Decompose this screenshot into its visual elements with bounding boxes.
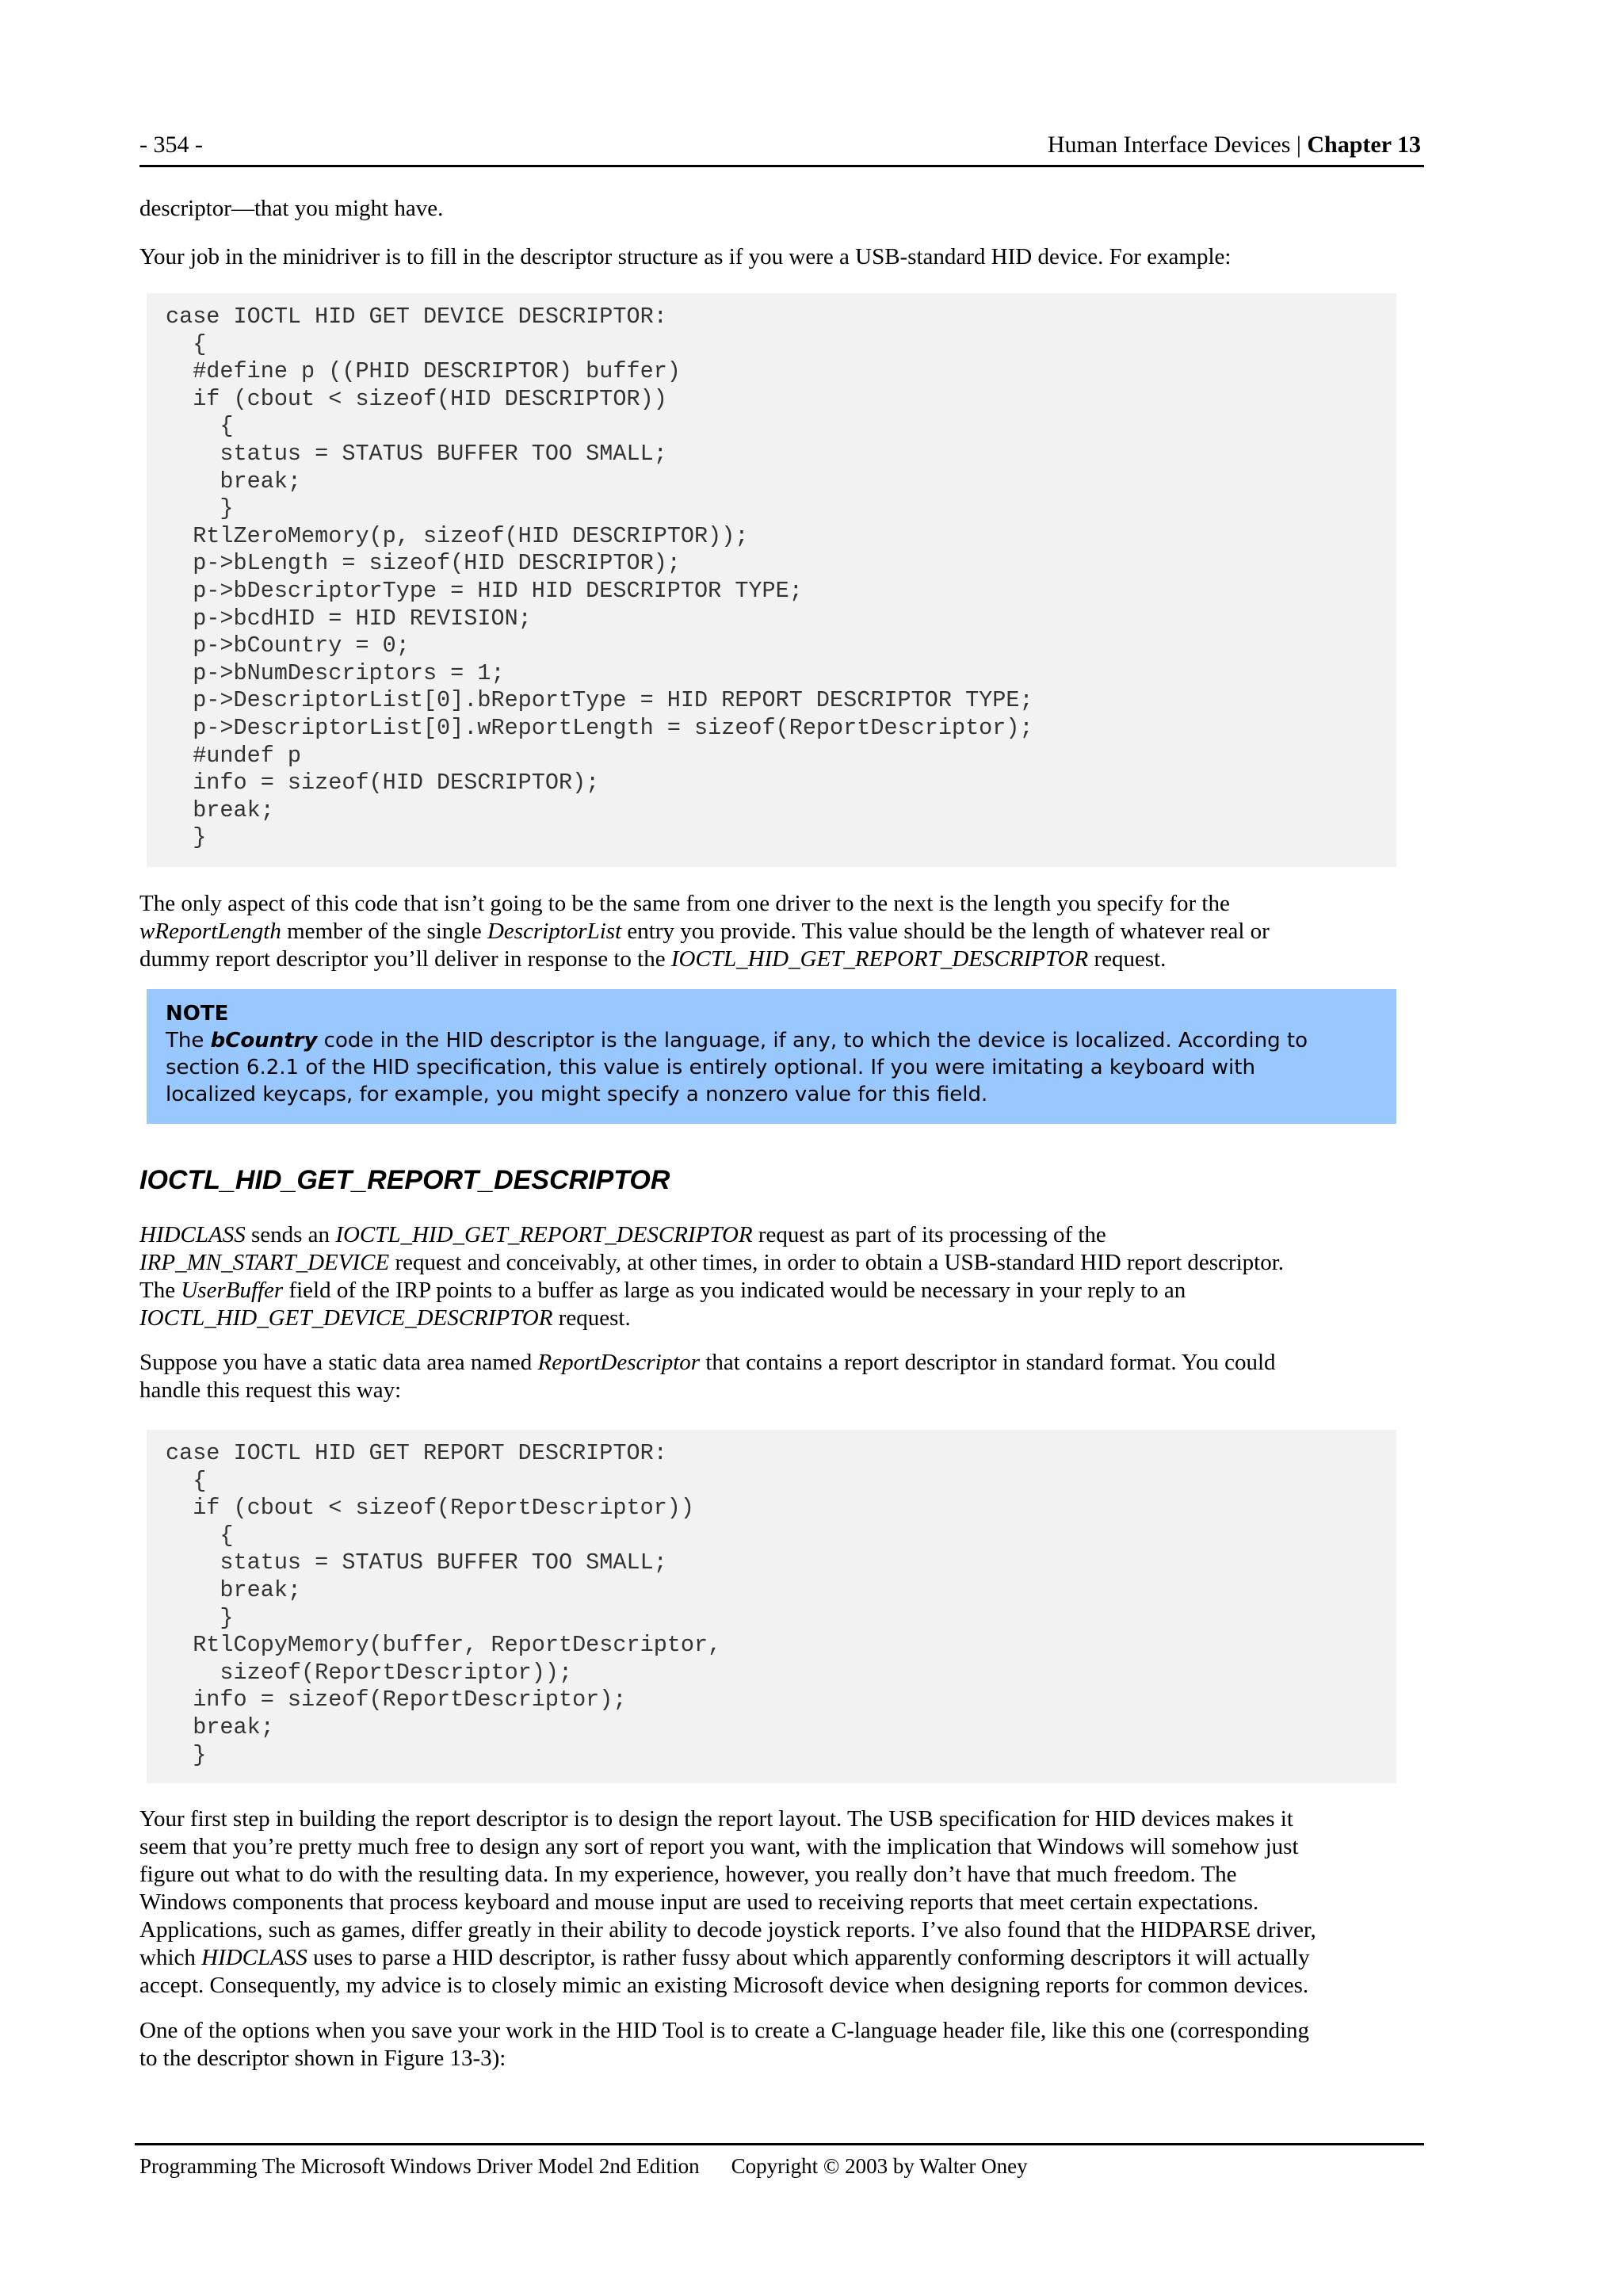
code-line: break;: [166, 1576, 302, 1603]
code-line: if (cbout < sizeof(HID DESCRIPTOR)): [166, 385, 667, 412]
footer-copyright: Copyright © 2003 by Walter Oney: [731, 2154, 1028, 2178]
page-number: - 354 -: [139, 132, 203, 158]
code-line: status = STATUS BUFFER TOO SMALL;: [166, 1549, 667, 1576]
code-line: if (cbout < sizeof(ReportDescriptor)): [166, 1495, 695, 1522]
code-line: #define p ((PHID DESCRIPTOR) buffer): [166, 358, 681, 385]
code-line: {: [166, 1467, 207, 1494]
paragraph-hidclass: HIDCLASS sends an IOCTL_HID_GET_REPORT_DESCRIPTOR request as part of its processing of the IRP_MN_START_DEVICE request and conceivably, at other times, in order to obtain a USB-standard HID report descriptor. The UserBuffer field of the IRP points to a buffer as large as you indicated would be necessary in your reply to an IOCTL_HID_GET_DEVICE_DESCRIPTOR request.: [139, 1222, 1285, 1331]
footer-book-title: Programming The Microsoft Windows Driver Model 2nd Edition: [139, 2154, 700, 2178]
paragraph-continuation: descriptor—that you might have.: [139, 196, 444, 221]
code-line: sizeof(ReportDescriptor));: [166, 1659, 573, 1686]
paragraph-intro: Your job in the minidriver is to fill in the descriptor structure as if you were a USB-standard HID device. For example:: [139, 244, 1232, 269]
note-box: NOTE The bCountry code in the HID descriptor is the language, if any, to which the device is localized. According to section 6.2.1 of the HID specification, this value is entirely optional. If you were imitating a keyboard with localized keycaps, for example, you might specify a nonzero value for this field.: [147, 989, 1396, 1124]
page-footer: [139, 2154, 1028, 2179]
code-line: case IOCTL HID GET DEVICE DESCRIPTOR:: [166, 304, 667, 330]
code-line: break;: [166, 1713, 274, 1740]
note-title: NOTE: [166, 1002, 229, 1026]
code-line: p->bNumDescriptors = 1;: [166, 659, 505, 686]
code-line: {: [166, 413, 234, 440]
paragraph-report-length: The only aspect of this code that isn’t going to be the same from one driver to the next is the length you specify for the wReportLength member of the single DescriptorList entry you provide. This value should be the length of whatever real or dummy report descriptor you’ll deliver in response to the IOCTL_HID_GET_REPORT_DESCRIPTOR request.: [139, 891, 1270, 972]
code-line: break;: [166, 468, 302, 495]
section-heading: IOCTL_HID_GET_REPORT_DESCRIPTOR: [139, 1165, 670, 1195]
code-line: p->bLength = sizeof(HID DESCRIPTOR);: [166, 550, 681, 577]
code-line: RtlCopyMemory(buffer, ReportDescriptor,: [166, 1632, 722, 1659]
chapter-number: Chapter 13: [1307, 132, 1421, 158]
code-line: }: [166, 824, 207, 851]
code-line: p->DescriptorList[0].wReportLength = sizeof(ReportDescriptor);: [166, 714, 1033, 741]
footer-divider: [135, 2143, 1424, 2145]
code-line: case IOCTL HID GET REPORT DESCRIPTOR:: [166, 1440, 667, 1466]
code-line: }: [166, 495, 234, 522]
code-line: p->bcdHID = HID REVISION;: [166, 605, 532, 632]
code-line: info = sizeof(HID DESCRIPTOR);: [166, 770, 600, 797]
code-line: break;: [166, 797, 274, 823]
paragraph-static-data: Suppose you have a static data area named ReportDescriptor that contains a report descriptor in standard format. You could handle this request this way:: [139, 1350, 1276, 1403]
code-block-report-descriptor: [147, 1430, 1396, 1783]
paragraph-report-layout: Your first step in building the report descriptor is to design the report layout. The USB specification for HID devices makes it seem that you’re pretty much free to design any sort of report you want, with the implication that Windows will somehow just figure out what to do with the resulting data. In my experience, however, you really don’t have that much freedom. The Windows components that process keyboard and mouse input are used to receiving reports that meet certain expectations. Applications, such as games, differ greatly in their ability to decode joystick reports. I’ve also found that the HIDPARSE driver, which HIDCLASS uses to parse a HID descriptor, is rather fussy about which apparently conforming descriptors it will actually accept. Consequently, my advice is to closely mimic an existing Microsoft device when designing reports for common devices.: [139, 1806, 1316, 1998]
code-line: {: [166, 330, 207, 357]
code-line: info = sizeof(ReportDescriptor);: [166, 1687, 627, 1713]
code-line: }: [166, 1741, 207, 1768]
code-line: {: [166, 1522, 234, 1549]
code-line: p->bCountry = 0;: [166, 632, 410, 659]
code-line: p->bDescriptorType = HID HID DESCRIPTOR TYPE;: [166, 577, 803, 604]
page-header: [139, 127, 1424, 167]
code-line: RtlZeroMemory(p, sizeof(HID DESCRIPTOR));: [166, 522, 749, 549]
code-block-device-descriptor: [147, 293, 1396, 867]
code-line: p->DescriptorList[0].bReportType = HID REPORT DESCRIPTOR TYPE;: [166, 687, 1033, 714]
code-line: #undef p: [166, 742, 302, 769]
code-line: status = STATUS BUFFER TOO SMALL;: [166, 440, 667, 467]
code-line: }: [166, 1604, 234, 1631]
paragraph-hid-tool: One of the options when you save your work in the HID Tool is to create a C-language header file, like this one (corresponding to the descriptor shown in Figure 13-3):: [139, 2018, 1310, 2071]
chapter-title: Human Interface Devices | Chapter 13: [1047, 132, 1421, 158]
